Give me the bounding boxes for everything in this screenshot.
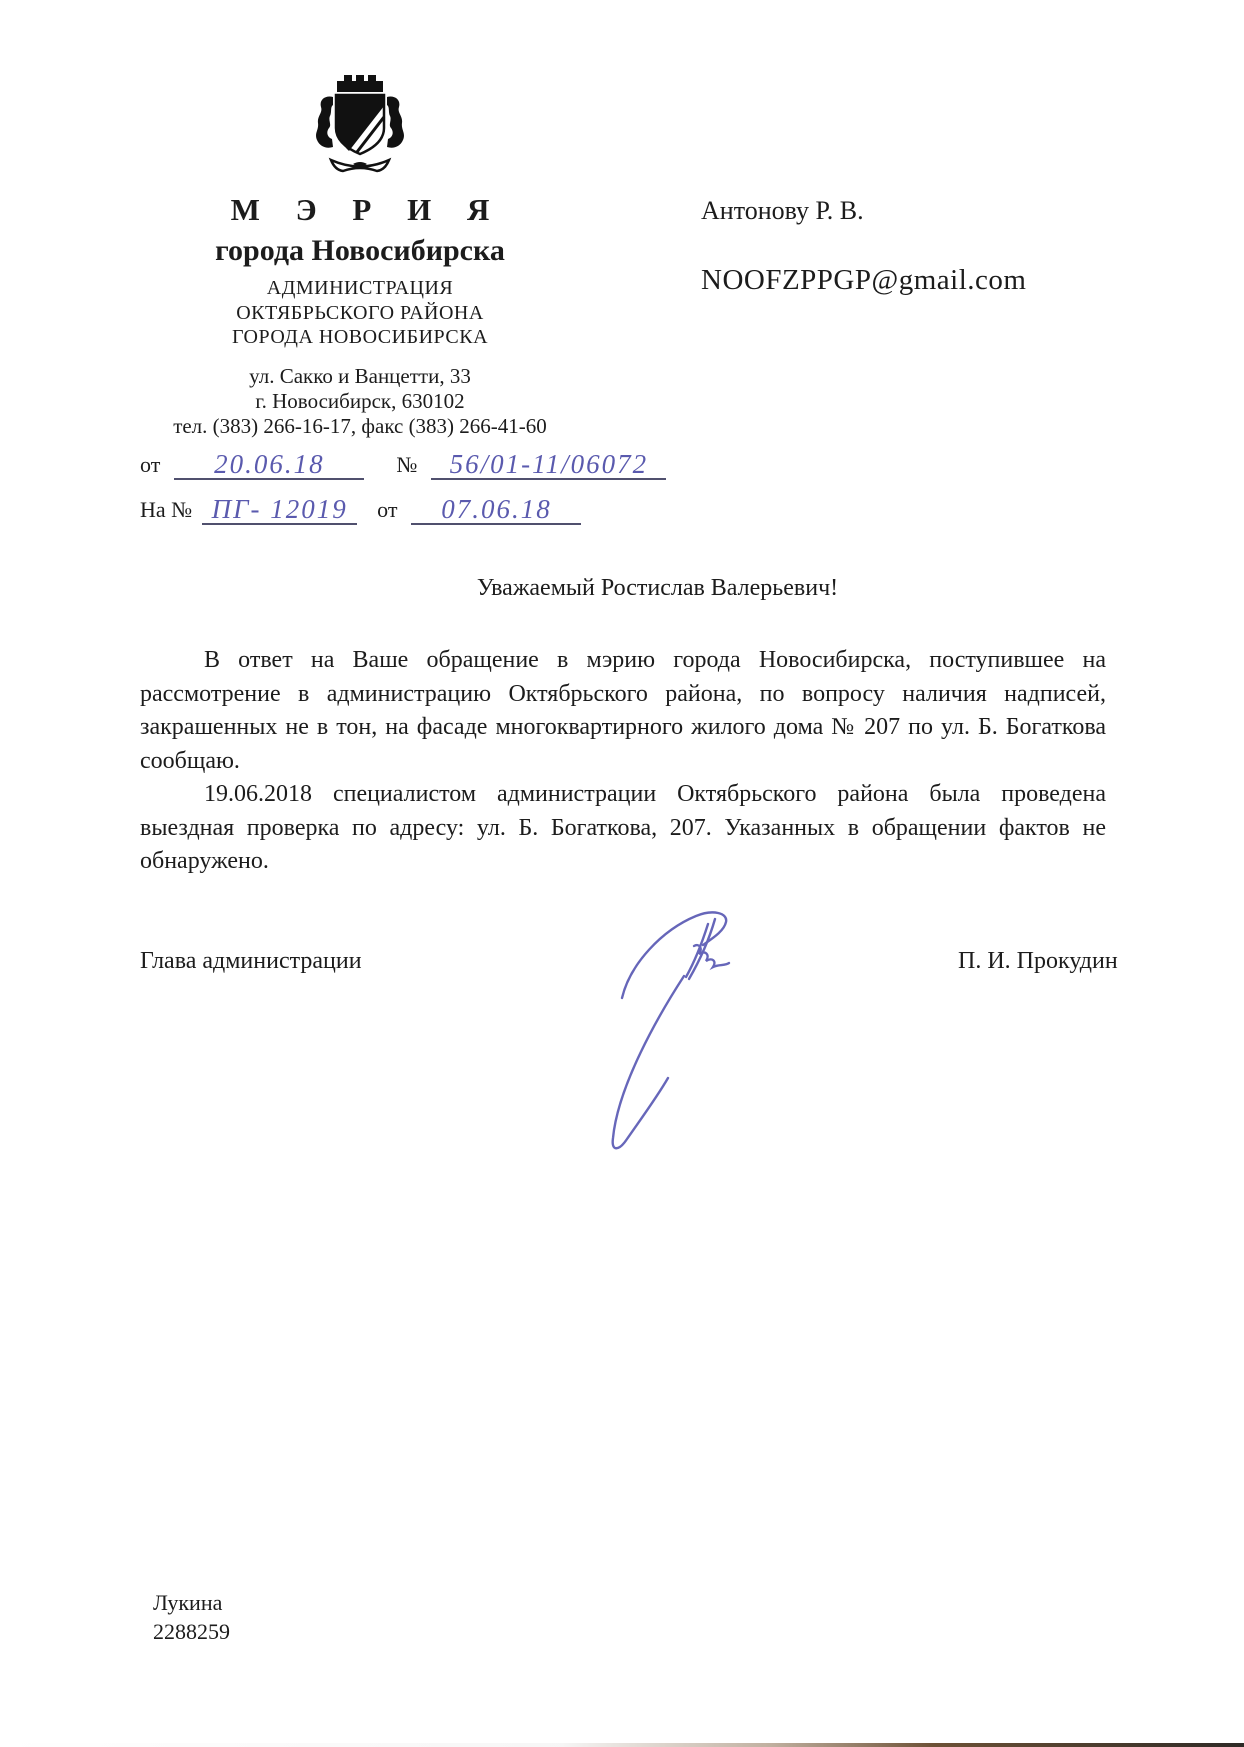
org-line-city-of: ГОРОДА НОВОСИБИРСКА [231,326,489,348]
handwritten-signature-icon [500,880,800,1180]
signer-position: Глава администрации [140,948,362,974]
novosibirsk-coat-of-arms-icon [299,70,421,182]
reply-date-field [411,492,581,525]
city-postcode: г. Новосибирск, 630102 [255,388,465,413]
org-title-mayoralty: М Э Р И Я [230,192,504,227]
addressee-block [701,196,1026,297]
executor-phone: 2288259 [153,1619,230,1644]
letter-body [140,644,1106,879]
org-line-administration: АДМИНИСТРАЦИЯ [266,277,454,299]
street-address: ул. Сакко и Ванцетти, 33 [249,363,471,388]
executor-block [153,1588,230,1646]
body-paragraph-1: В ответ на Ваше обращение в мэрию города Новосибирска, поступившее на рассмотрение в администрацию Октябрьского района, по вопросу наличия надписей, закрашенных не в тон, на фасаде многоквартирного жилого дома № 207 по ул. Б. Богаткова сообщаю. [140,647,1106,774]
addressee-name: Антонову Р. В. [701,196,864,225]
outgoing-number-label: № [396,452,418,477]
outgoing-date-label: от [140,452,161,477]
reply-number-handwritten: ПГ- 12019 [211,494,348,524]
executor-name: Лукина [153,1590,223,1615]
reply-number-field [202,492,357,525]
addressee-email: NOOFZPPGP@gmail.com [701,264,1027,296]
scan-bottom-edge-artifact [0,1743,1244,1747]
ref-row-outgoing [140,447,666,480]
outgoing-date-field [174,447,364,480]
org-title-city: города Новосибирска [215,234,505,267]
phone-fax-line: тел. (383) 266-16-17, факс (383) 266-41-60 [173,413,547,438]
outgoing-number-handwritten: 56/01-11/06072 [449,449,649,479]
body-paragraph-2: 19.06.2018 специалистом администрации Октябрьского района была проведена выездная проверка по адресу: ул. Б. Богаткова, 207. Указанных в обращении фактов не обнаружено. [140,781,1106,874]
reply-date-label: от [377,497,398,522]
ref-row-reply [140,492,581,525]
reply-number-label: На № [140,497,193,522]
letterhead [110,70,610,439]
outgoing-date-handwritten: 20.06.18 [214,449,325,479]
org-line-district: ОКТЯБРЬСКОГО РАЙОНА [236,301,484,324]
outgoing-number-field [431,447,666,480]
salutation: Уважаемый Ростислав Валерьевич! [476,575,839,601]
signer-name: П. И. Прокудин [958,948,1118,974]
reply-date-handwritten: 07.06.18 [441,494,552,524]
